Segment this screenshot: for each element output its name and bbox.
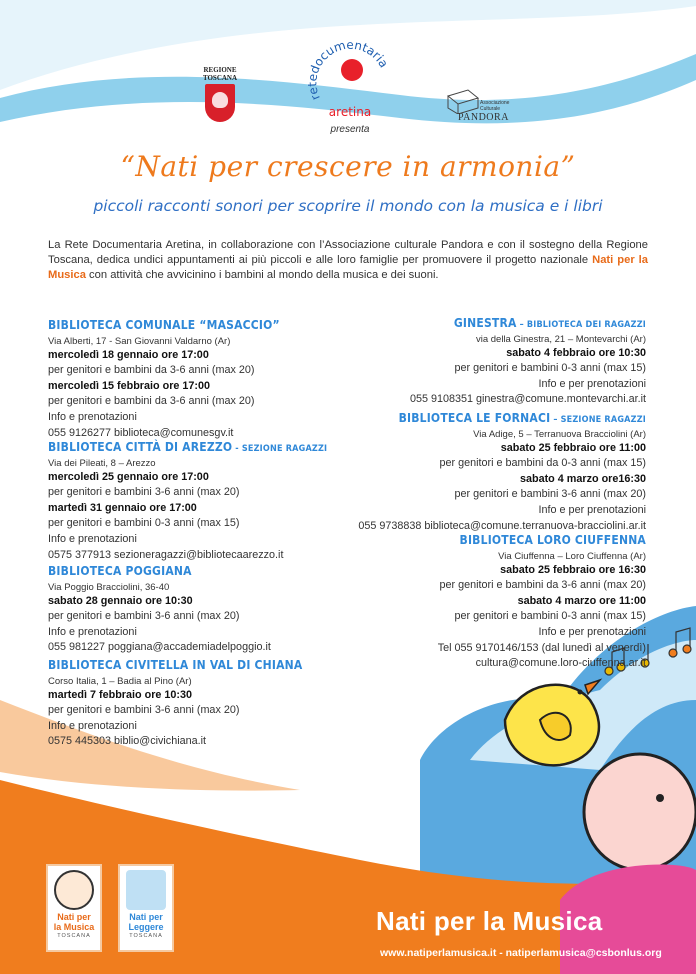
event-line: per genitori e bambini 3-6 anni (max 20)	[454, 488, 646, 501]
library-address: Corso Italia, 1 – Badia al Pino (Ar)	[48, 675, 192, 687]
regione-shield-icon	[205, 84, 235, 122]
pandora-logo	[440, 82, 526, 124]
event-line: Info e per prenotazioni	[538, 503, 646, 516]
library-name: BIBLIOTECA CIVITELLA IN VAL DI CHIANA	[48, 658, 303, 672]
event-line: Info e prenotazioni	[48, 532, 137, 545]
library-address: Via Adige, 5 – Terranuova Bracciolini (Ar)	[473, 428, 646, 440]
intro-highlight: Nati per la Musica	[48, 254, 648, 281]
library-name: BIBLIOTECA POGGIANA	[48, 564, 192, 578]
contact-line: Tel 055 9170146/153 (dal lunedì al venerdì)	[437, 641, 646, 654]
event-line: mercoledì 15 febbraio ore 17:00	[48, 379, 211, 392]
event-line: sabato 4 marzo ore 11:00	[517, 594, 646, 607]
library-civitella	[48, 658, 378, 750]
event-line: sabato 4 febbraio ore 10:30	[506, 346, 646, 359]
pandora-assoc-text: Associazione Culturale	[480, 100, 510, 112]
event-line: per genitori e bambini 0-3 anni (max 15)	[454, 610, 646, 623]
pandora-name: PANDORA	[458, 112, 509, 123]
logo2-region: TOSCANA	[129, 933, 163, 939]
page-subtitle: piccoli racconti sonori per scoprire il mondo con la musica e i libri	[93, 197, 603, 215]
baby-head	[584, 754, 696, 870]
event-line: sabato 25 febbraio ore 16:30	[500, 563, 646, 576]
event-line: mercoledì 18 gennaio ore 17:00	[48, 348, 209, 361]
event-line: per genitori e bambini 3-6 anni (max 20)	[48, 704, 240, 717]
event-line: Info e prenotazioni	[48, 719, 137, 732]
event-line: per genitori e bambini 0-3 anni (max 15)	[454, 362, 646, 375]
regione-toscana-text: REGIONE TOSCANA	[202, 66, 238, 82]
library-name: GINESTRA – BIBLIOTECA DEI RAGAZZI	[453, 316, 646, 330]
musica-face-icon	[54, 870, 94, 910]
event-line: per genitori e bambini da 3-6 anni (max 20)	[48, 395, 255, 408]
contact-line: 055 981227 poggiana@accademiadelpoggio.it	[48, 641, 271, 654]
event-line: Info e per prenotazioni	[538, 377, 646, 390]
library-address: Via Ciuffenna – Loro Ciuffenna (Ar)	[498, 550, 646, 562]
event-line: Info e per prenotazioni	[538, 625, 646, 638]
intro-text-1: La Rete Documentaria Aretina, in collaborazione con l’Associazione culturale Pandora e con il sostegno della Regione Toscana, dedica undici appuntamenti ai più piccoli e alle loro famiglie per promuovere il progetto nazionale	[48, 239, 648, 266]
rete-logo-text: retedocumentaria	[305, 37, 391, 103]
presenta-text: presenta	[330, 124, 370, 135]
logo1-line1: Nati per	[57, 912, 91, 922]
event-line: sabato 4 marzo ore16:30	[519, 472, 646, 485]
event-line: per genitori e bambini 0-3 anni (max 15)	[48, 517, 240, 530]
library-fornaci	[286, 411, 646, 534]
baby-eye	[656, 794, 664, 802]
event-line: sabato 25 febbraio ore 11:00	[500, 441, 646, 454]
nati-per-la-musica-logo	[46, 864, 102, 952]
logo2-line2: Leggere	[128, 922, 164, 932]
event-line: per genitori e bambini da 3-6 anni (max 20)	[48, 364, 255, 377]
program-urls: www.natiperlamusica.it - natiperlamusica@csbonlus.org	[380, 947, 662, 959]
nati-per-leggere-logo	[118, 864, 174, 952]
event-line: martedì 7 febbraio ore 10:30	[48, 688, 193, 701]
library-address: Via dei Pileati, 8 – Arezzo	[48, 457, 156, 469]
event-line: per genitori e bambini 3-6 anni (max 20)	[48, 486, 240, 499]
library-name: BIBLIOTECA CITTÀ DI AREZZO - SEZIONE RAGAZZI	[48, 440, 328, 454]
contact-line: 055 9126277 biblioteca@comunesgv.it	[48, 426, 234, 439]
event-line: martedì 31 gennaio ore 17:00	[48, 501, 197, 514]
event-line: sabato 28 gennaio ore 10:30	[48, 594, 193, 607]
bird-eye	[578, 690, 583, 695]
event-line: mercoledì 25 gennaio ore 17:00	[48, 470, 209, 483]
contact-line: cultura@comune.loro-ciuffenna.ar.it	[475, 657, 646, 670]
program-title: Nati per la Musica	[376, 906, 603, 936]
logo1-line2: la Musica	[53, 922, 95, 932]
library-address: Via Alberti, 17 - San Giovanni Valdarno (Ar)	[48, 335, 231, 347]
rete-documentaria-logo	[300, 28, 400, 128]
library-loro-ciuffenna	[316, 533, 646, 672]
logo2-line1: Nati per	[129, 912, 163, 922]
pandora-box-icon	[446, 86, 480, 114]
library-name: BIBLIOTECA COMUNALE “MASACCIO”	[48, 318, 280, 332]
event-line: per genitori e bambini da 0-3 anni (max 15)	[439, 457, 646, 470]
event-line: per genitori e bambini 3-6 anni (max 20)	[48, 610, 240, 623]
contact-line: 055 9108351 ginestra@comune.montevarchi.ar.it	[409, 393, 646, 406]
library-ginestra	[316, 316, 646, 408]
contact-line: 0575 445303 biblio@civichiana.it	[48, 735, 207, 748]
contact-line: 055 9738838 biblioteca@comune.terranuova-bracciolini.ar.it	[358, 519, 646, 532]
page-title: “Nati per crescere in armonia”	[120, 150, 576, 183]
intro-text-2: con attività che avvicinino i bambini al mondo della musica e dei suoni.	[85, 269, 439, 281]
contact-line: 0575 377913 sezioneragazzi@bibliotecaarezzo.it	[48, 548, 284, 561]
rete-logo-sub: aretina	[328, 105, 372, 119]
logo1-region: TOSCANA	[57, 933, 91, 939]
leggere-book-icon	[126, 870, 166, 910]
library-name: BIBLIOTECA LORO CIUFFENNA	[459, 533, 646, 547]
library-address: Via Poggio Bracciolini, 36-40	[48, 581, 170, 593]
library-name: BIBLIOTECA LE FORNACI – SEZIONE RAGAZZI	[398, 411, 646, 425]
regione-toscana-logo	[198, 66, 242, 122]
event-line: per genitori e bambini da 3-6 anni (max 20)	[439, 579, 646, 592]
event-line: Info e prenotazioni	[48, 625, 137, 638]
library-address: via della Ginestra, 21 – Montevarchi (Ar)	[475, 333, 646, 345]
event-line: Info e prenotazioni	[48, 410, 137, 423]
intro-paragraph	[48, 238, 648, 283]
